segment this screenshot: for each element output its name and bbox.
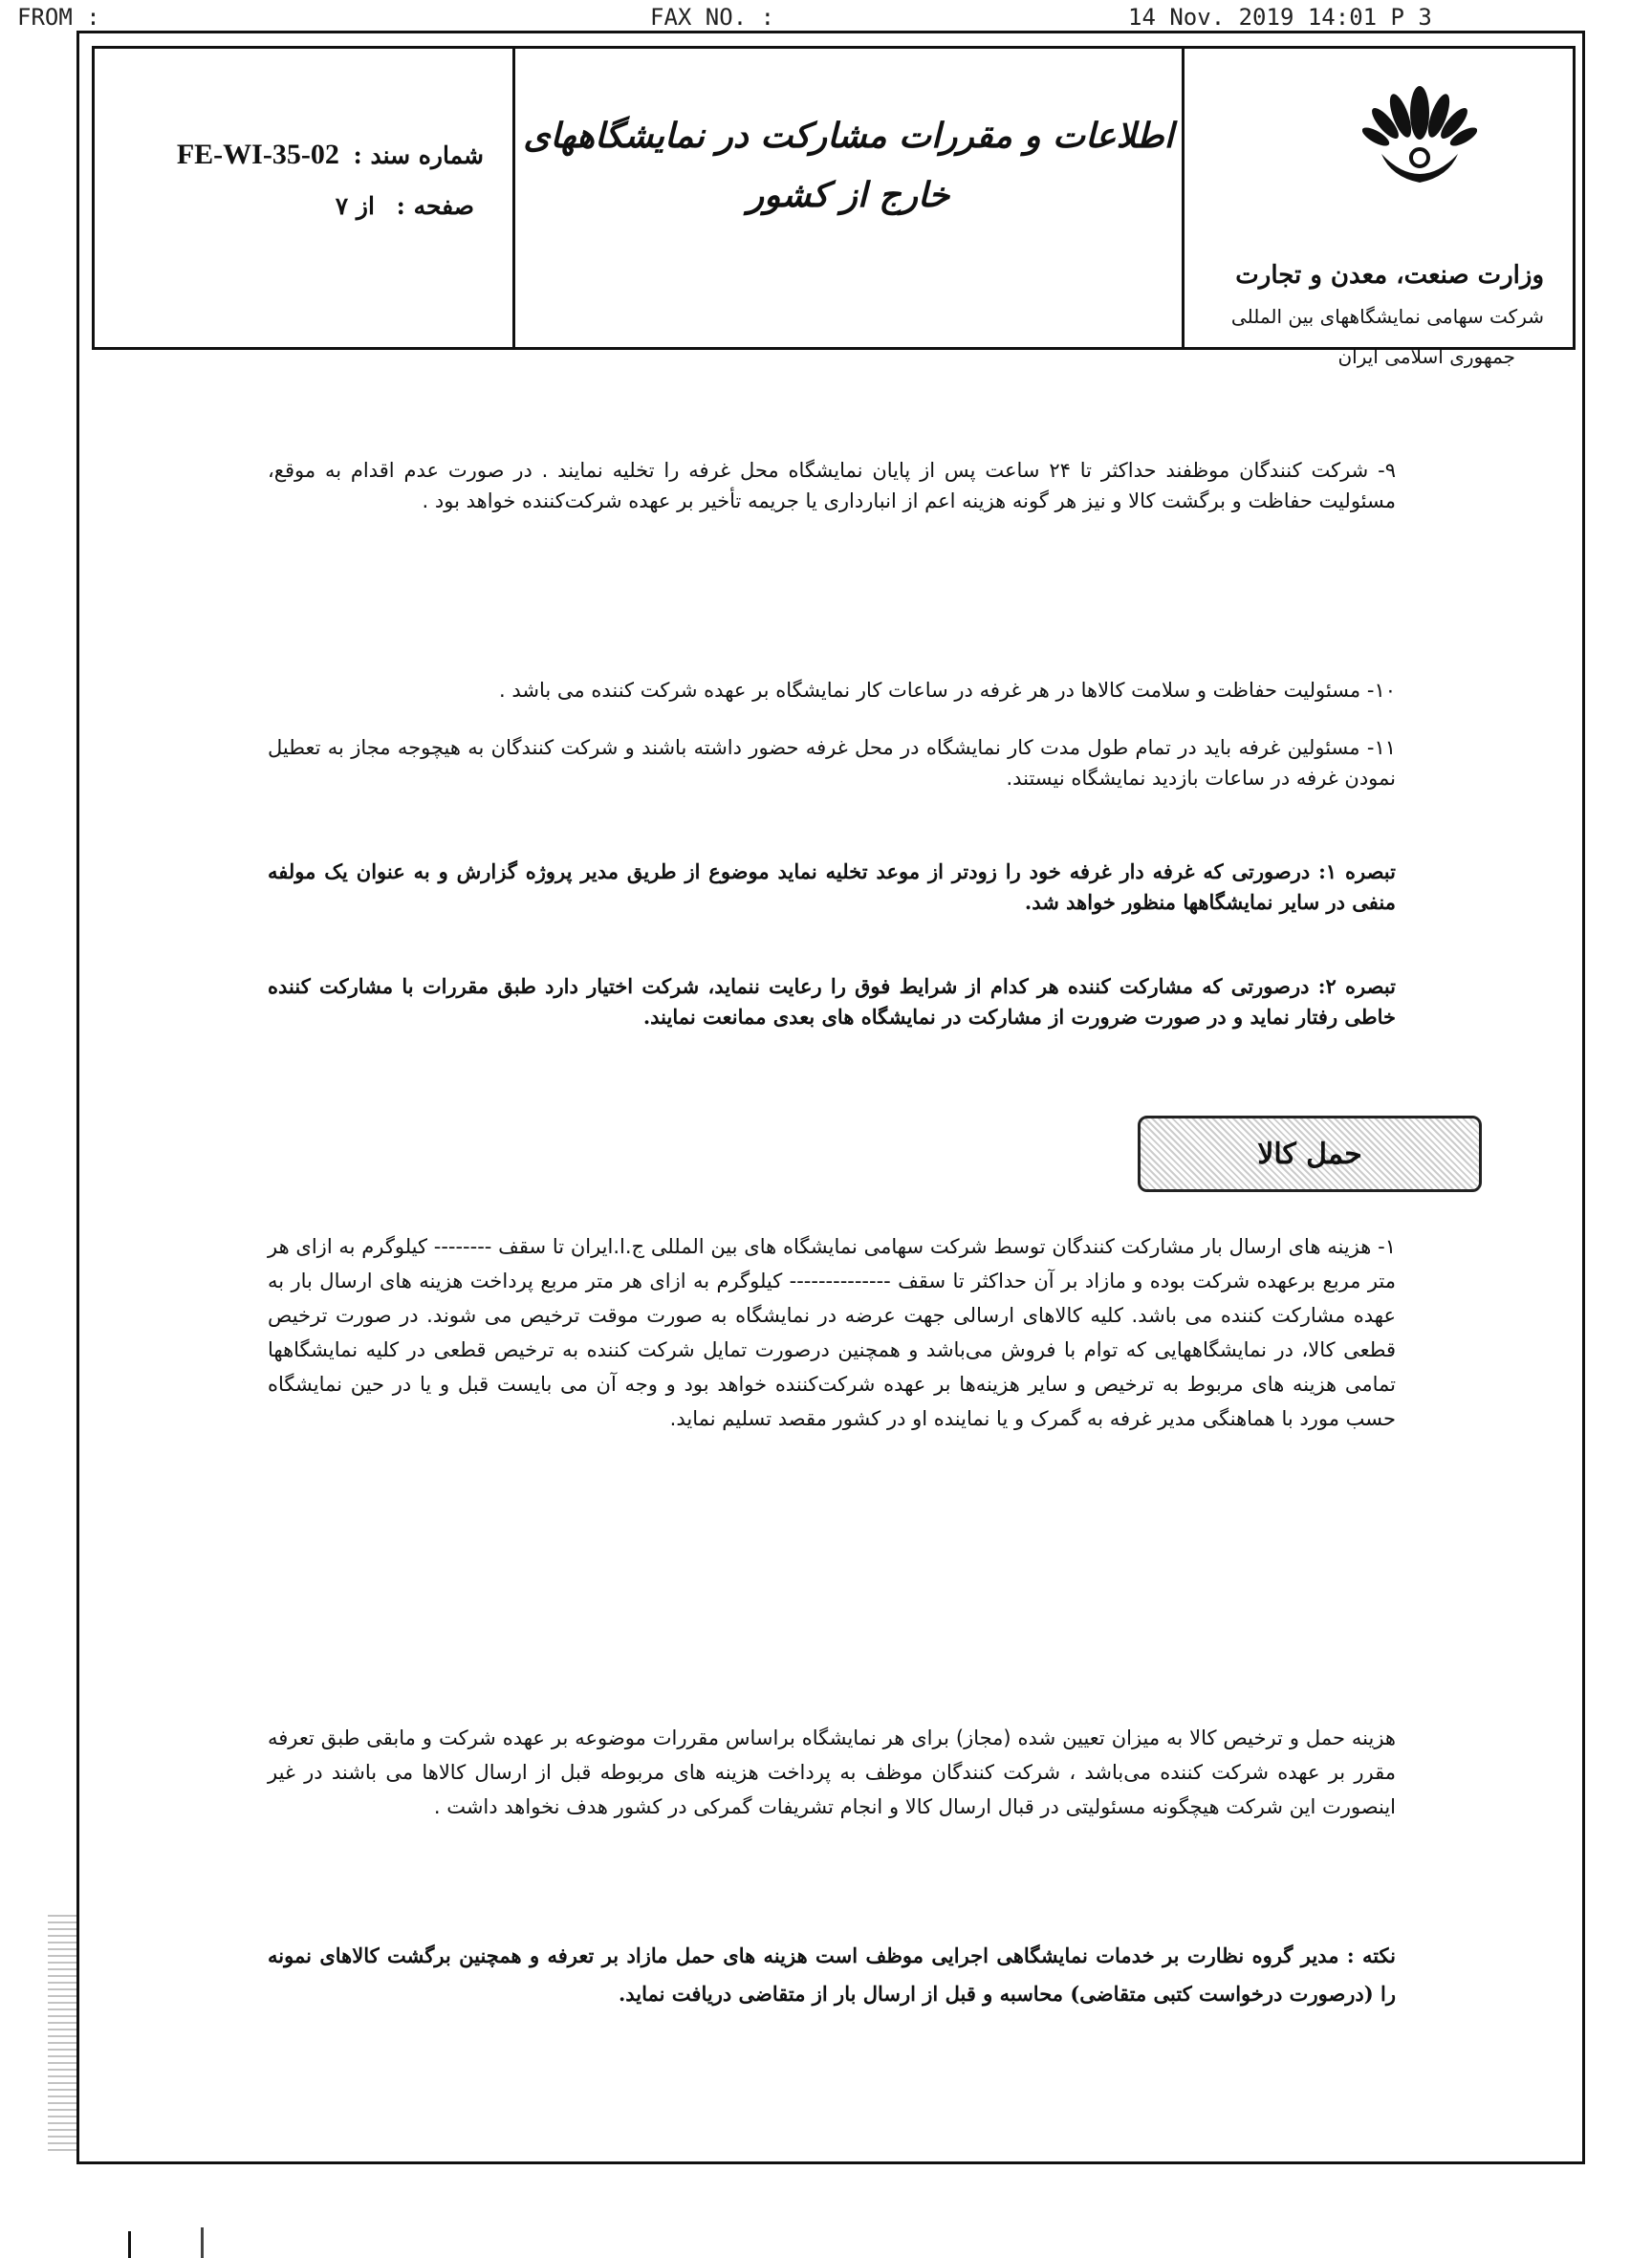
page-row (322, 192, 474, 220)
note-2: تبصره ۲: درصورتی که مشارکت کننده هر کدام از شرایط فوق را رعایت ننماید، شرکت اختیار دارد طبق مقررات با مشارکت کننده خاطی رفتار نماید و در صورت ضرورت از مشارکت در نمایشگاه های بعدی ممانعت نمایند. (268, 974, 1396, 1029)
fax-from: FROM : (17, 4, 100, 31)
doc-info-cell (95, 49, 515, 347)
shipping-note: نکته : مدیر گروه نظارت بر خدمات نمایشگاهی اجرایی موظف است هزینه های حمل مازاد بر تعرفه و همچنین برگشت کالاهای نمونه را (درصورت درخواست کتبی متقاضی) محاسبه و قبل از ارسال بار از متقاضی دریافت نماید. (268, 1943, 1396, 2006)
fax-header (0, 4, 1652, 33)
fax-timestamp: 14 Nov. 2019 14:01 P 3 (1128, 4, 1432, 31)
page-label: صفحه : (396, 192, 474, 220)
company-name: شرکت سهامی نمایشگاههای بین المللی (1230, 305, 1544, 328)
fax-number: FAX NO. : (650, 4, 775, 31)
shipping-paragraph-1: ۱- هزینه های ارسال بار مشارکت کنندگان توسط شرکت سهامی نمایشگاه های بین المللی ج.ا.ایران تا سقف -------- کیلوگرم به ازای هر متر مربع برعهده شرکت بوده و مازاد بر آن حداکثر تا سقف -------------- کیلوگرم به ازای هر متر مربع پرداخت هزینه های ارسال بار به عهده مشارکت کننده می باشد. کلیه کالاهای ارسالی جهت عرضه در نمایشگاه به صورت موقت ترخیص می شوند. در صورت ترخیص قطعی کالا، در نمایشگاههایی که توام با فروش می‌باشد و همچنین درصورت تمایل شرکت کننده به ترخیص قطعی در کلیه نمایشگاهها تمامی هزینه های مربوط به ترخیص و سایر هزینه‌ها بر عهده شرکت‌کننده خواهد بود و وجه آن می بایست قبل و یا در حین نمایشگاه حسب مورد با هماهنگی مدیر غرفه به گمرک و یا نماینده او در کشور مقصد تسلیم نماید. (268, 1235, 1396, 1430)
ministry-name: وزارت صنعت، معدن و تجارت (1235, 261, 1544, 290)
paragraph-11: ۱۱- مسئولین غرفه باید در تمام طول مدت کار نمایشگاه در محل غرفه حضور داشته باشند و شرکت کنندگان به هیچوجه مجاز به تعطیل نمودن غرفه در ساعات بازدید نمایشگاه نیستند. (268, 736, 1396, 790)
doc-number-label: شماره سند : (353, 141, 484, 169)
bottom-mark (128, 2231, 131, 2258)
title-line-2: خارج از کشور (747, 175, 950, 215)
document-header (92, 46, 1576, 368)
title-line-1: اطلاعات و مقررات مشارکت در نمایشگاههای (523, 116, 1174, 156)
paragraph-9: ۹- شرکت کنندگان موظفند حداکثر تا ۲۴ ساعت پس از پایان نمایشگاه محل غرفه را تخلیه نمایند . در صورت عدم اقدام به موقع، مسئولیت حفاظت و برگشت کالا و نیز هر گونه هزینه اعم از انبارداری یا جریمه تأخیر بر عهده شرکت‌کننده خواهد بود . (268, 459, 1396, 512)
doc-number-row (177, 139, 484, 171)
doc-number-value: FE-WI-35-02 (176, 139, 339, 170)
bottom-mark (201, 2227, 204, 2258)
page-of: از ۷ (335, 192, 375, 220)
paragraph-10: ۱۰- مسئولیت حفاظت و سلامت کالاها در هر غرفه در ساعات کار نمایشگاه بر عهده شرکت کننده می باشد . (499, 679, 1396, 702)
scan-noise (48, 1912, 76, 2151)
title-cell (515, 49, 1185, 347)
shipping-paragraph-2: هزینه حمل و ترخیص کالا به میزان تعیین شده (مجاز) برای هر نمایشگاه براساس مقررات موضوعه بر عهده شرکت و مابقی طبق تعرفه مقرر بر عهده شرکت کننده می‌باشد ، شرکت کنندگان موظف به پرداخت هزینه های مربوطه قبل از ارسال کالاها می باشند در غیر اینصورت این شرکت هیچگونه مسئولیتی در قبال ارسال کالا و انجام تشریفات گمرکی در کشور هدف نخواهد داشت . (268, 1726, 1396, 1818)
section-heading-box (1138, 1116, 1482, 1192)
section-heading: حمل کالا (1257, 1137, 1362, 1171)
document-title (515, 106, 1182, 225)
emblem-logo (1362, 70, 1477, 194)
note-1: تبصره ۱: درصورتی که غرفه دار غرفه خود را زودتر از موعد تخلیه نماید موضوع از طریق مدیر پروژه گزارش و به عنوان یک مولفه منفی در سایر نمایشگاهها منظور خواهد شد. (268, 859, 1396, 914)
country-name: جمهوری اسلامی ایران (1337, 345, 1515, 368)
organization-cell (1185, 49, 1573, 368)
